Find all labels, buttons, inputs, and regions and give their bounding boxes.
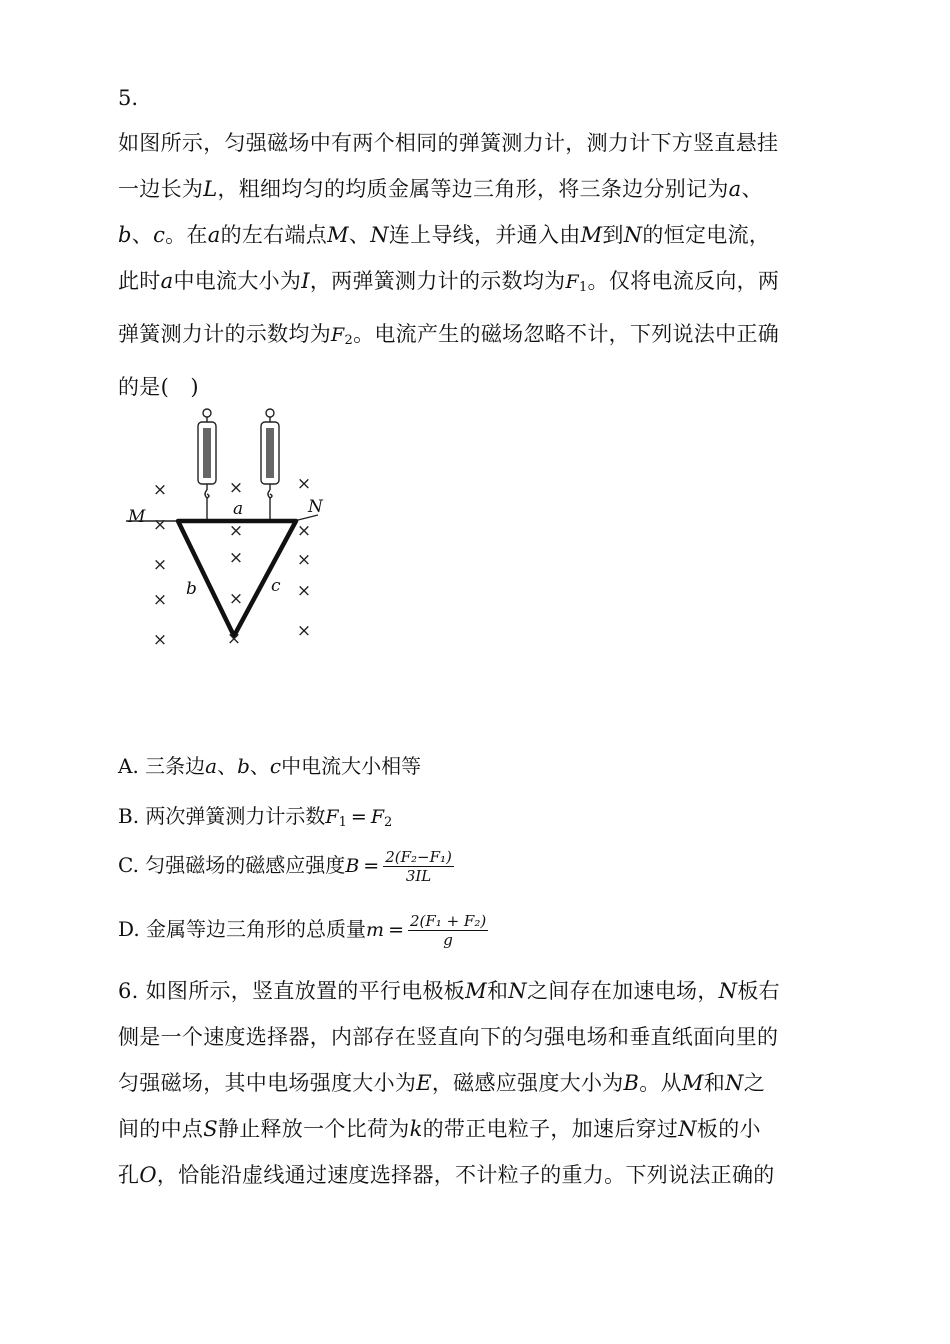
spring-scale-left (198, 409, 216, 520)
q6-line-2: 侧是一个速度选择器，内部存在竖直向下的匀强电场和垂直纸面向里的 (118, 1025, 779, 1049)
stem-line-2: 一边长为L，粗细均匀的均质金属等边三角形，将三条边分别记为a、 (118, 177, 763, 201)
stem-line-1: 如图所示，匀强磁场中有两个相同的弹簧测力计，测力计下方竖直悬挂 (118, 131, 779, 155)
stem-line-5: 弹簧测力计的示数均为$F_2$。电流产生的磁场忽略不计，下列说法中正确 (118, 322, 780, 348)
magnetic-field-crosses (153, 474, 311, 650)
force-f1: $F_1$ (565, 271, 588, 295)
q6-line-1: 6. 如图所示，竖直放置的平行电极板M和N之间存在加速电场，N板右 (118, 979, 780, 1003)
label-b: b (186, 579, 197, 599)
svg-text:×: × (296, 550, 312, 570)
svg-text:×: × (296, 621, 312, 641)
svg-text:×: × (152, 630, 168, 650)
triangle-magnetic-field-figure (118, 400, 330, 662)
spring-scale-right (261, 409, 279, 520)
force-f2: $F_2$ (331, 324, 354, 348)
stem-line-4: 此时a中电流大小为I，两弹簧测力计的示数均为$F_1$。仅将电流反向，两 (118, 269, 780, 295)
q6-line-4: 间的中点S静止释放一个比荷为k的带正电粒子，加速后穿过N板的小 (118, 1117, 761, 1141)
label-n: N (308, 497, 323, 517)
q6-line-5: 孔O，恰能沿虚线通过速度选择器，不计粒子的重力。下列说法正确的 (118, 1163, 775, 1187)
svg-text:×: × (228, 478, 244, 498)
stem-line-3: b、c。在a的左右端点M、N连上导线，并通入由M到N的恒定电流， (118, 223, 771, 247)
svg-text:×: × (296, 474, 312, 494)
option-c[interactable]: C. 匀强磁场的磁感应强度B = $\frac{\text{2(F₂−F₁)}}{3IL}$ (118, 848, 452, 885)
svg-text:×: × (152, 515, 168, 535)
option-b[interactable]: B. 两次弹簧测力计示数$F_1 = F_2$ (118, 804, 393, 830)
stem-line-6: 的是( ) (118, 375, 199, 399)
fraction-c: $\frac{\text{2(F₂−F₁)}}{3IL}$ (385, 848, 452, 885)
svg-text:×: × (152, 590, 168, 610)
question-5-stem (118, 120, 833, 410)
label-m: M (128, 507, 146, 527)
q6-line-3: 匀强磁场，其中电场强度大小为E，磁感应强度大小为B。从M和N之 (118, 1071, 766, 1095)
svg-text:×: × (228, 589, 244, 609)
option-a[interactable]: A. 三条边a、b、c中电流大小相等 (118, 754, 422, 778)
question-6-stem (118, 968, 833, 1198)
svg-text:×: × (226, 629, 242, 649)
svg-text:×: × (228, 548, 244, 568)
option-d[interactable]: D. 金属等边三角形的总质量m = $\frac{\text{2(F₁ + F₂)}}{g}$ (118, 912, 487, 949)
fraction-d: $\frac{\text{2(F₁ + F₂)}}{g}$ (410, 912, 487, 949)
svg-text:×: × (228, 521, 244, 541)
svg-text:×: × (296, 521, 312, 541)
label-a: a (233, 499, 244, 519)
svg-text:×: × (152, 555, 168, 575)
label-c: c (271, 576, 281, 596)
svg-text:×: × (296, 581, 312, 601)
question-number: 5. (118, 86, 139, 110)
svg-text:×: × (152, 480, 168, 500)
